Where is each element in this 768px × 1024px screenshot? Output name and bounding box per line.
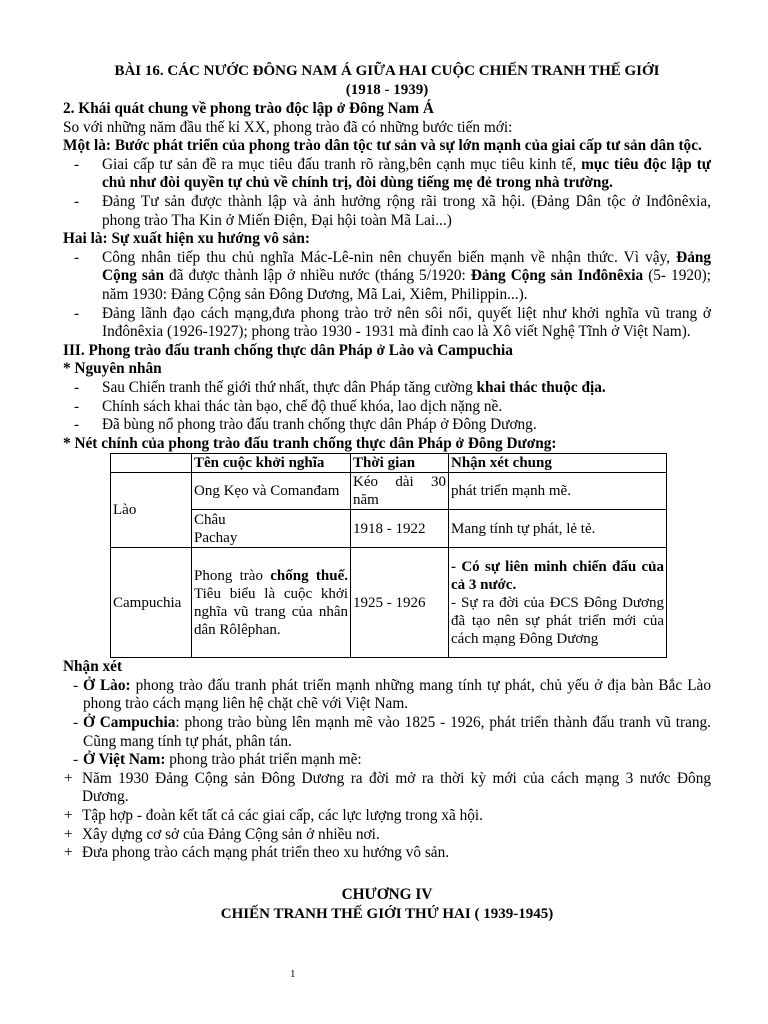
plus-bullet: + [64,807,73,825]
cell-emphasis: - Có sự liên minh chiến đấu của cả 3 nước. [451,558,664,593]
dash-bullet: - [74,378,80,396]
lesson-title: BÀI 16. CÁC NƯỚC ĐÔNG NAM Á GIỮA HAI CUỘC CHIẾN TRANH THẾ GIỚI [114,63,660,79]
dash-bullet: - [74,248,80,266]
table-header-cell: Thời gian [351,454,449,473]
list-item [63,156,711,193]
remark-text: : phong trào bùng lên mạnh mẽ vào 1825 - 1926, phát triển thành đấu tranh vũ trang. Cũng mang tính tự phát, phân tán. [83,714,711,750]
remark-label: Ở Việt Nam: [83,751,166,769]
remarks-heading: Nhận xét [63,658,123,676]
list-item [63,193,711,230]
dash-bullet: - [74,155,80,173]
dash-bullet: - [73,676,79,694]
dash-bullet: - [73,751,79,769]
bullet-text: Chính sách khai thác tàn bạo, chế độ thuế khóa, lao dịch nặng nề. [102,397,503,415]
section-2-intro: So với những năm đầu thế kỉ XX, phong trào đã có những bước tiến mới: [63,118,513,136]
bullet-emphasis: khai thác thuộc địa. [476,378,606,396]
table-cell: 1925 - 1926 [351,548,449,658]
bullet-text: Đảng lãnh đạo cách mạng,đưa phong trào trở nên sôi nổi, quyết liệt như khởi nghĩa vũ trang ở Inđônêxia (1926-1927); phong trào 1930 - 1931 mà đỉnh cao là Xô viết Nghệ Tĩnh ở Việt Nam). [102,304,711,341]
cell-text: Phong trào [194,567,271,584]
country-cell-campuchia: Campuchia [111,548,192,658]
list-item [63,305,711,342]
bullet-text: Đưa phong trào cách mạng phát triển theo xu hướng vô sản. [82,844,450,862]
bullet-emphasis: Đảng Cộng sản Inđônêxia [470,267,644,285]
remark-label: Ở Campuchia [83,714,176,732]
table-cell: Mang tính tự phát, lẻ tẻ. [449,510,667,548]
chapter-title: CHIẾN TRANH THẾ GIỚI THỨ HAI ( 1939-1945) [220,905,554,922]
list-item [63,807,711,826]
bullet-text: Công nhân tiếp thu chủ nghĩa Mác-Lê-nin nên chuyển biến mạnh về nhận thức. Vì vậy, [102,248,677,266]
bullet-emphasis: mục tiêu độc lập tự chủ như đòi quyền tự chủ về chính trị, đòi dùng tiếng mẹ đẻ trong nhà trường. [102,155,711,192]
cell-emphasis: chống thuế. [270,567,348,584]
table-row [111,548,667,658]
bullet-text: Giai cấp tư sản đề ra mục tiêu đấu tranh rõ ràng,bên cạnh mục tiêu kinh tế, [102,155,582,173]
bullet-emphasis: Đảng Cộng sản [102,248,711,285]
table-header-cell [111,454,192,473]
bullet-text: Đảng Tư sản được thành lập và ảnh hưởng rộng rãi trong xã hội. (Đảng Dân tộc ở Inđônêxia, phong trào Tha Kin ở Miến Điện, Đại hội toàn Mã Lai...) [102,192,711,229]
features-heading: * Nét chính của phong trào đấu tranh chống thực dân Pháp ở Đông Dương: [63,434,557,452]
dash-bullet: - [74,304,80,322]
table-header-cell: Tên cuộc khởi nghĩa [192,454,351,473]
list-item [63,416,711,435]
document-page [63,62,711,924]
remark-label: Ở Lào: [83,676,131,694]
cell-text: Tiêu biểu là cuộc khởi nghĩa vũ trang của nhân dân Rôlêphan. [194,585,348,638]
table-cell [192,548,351,658]
section-2-heading: 2. Khái quát chung về phong trào độc lập ở Đông Nam Á [63,100,434,117]
table-header-row [111,454,667,473]
remark-text: phong trào đấu tranh phát triển mạnh những mang tính tự phát, chủ yếu ở địa bàn Bắc Lào phong trào cách mạng liên hệ chặt chẽ với Việt Nam. [83,676,711,713]
table-cell: Ong Kẹo và Comanđam [192,473,351,510]
section-3-heading: III. Phong trào đấu tranh chống thực dân Pháp ở Lào và Campuchia [63,341,513,359]
plus-bullet: + [64,825,73,843]
cause-heading: * Nguyên nhân [63,360,162,378]
table-cell: Châu Pachay [192,510,351,548]
bullet-text: Năm 1930 Đảng Cộng sản Đông Dương ra đời mở ra thời kỳ mới của cách mạng 3 nước Đông Dương. [82,769,711,806]
bullet-text: đã được thành lập ở nhiều nước (tháng 5/1920: [163,267,471,285]
country-cell-lao: Lào [111,473,192,548]
list-item [63,826,711,845]
table-row [111,510,667,548]
plus-bullet: + [64,769,73,787]
table-header-cell: Nhận xét chung [449,454,667,473]
point-two-heading: Hai là: Sự xuất hiện xu hướng vô sản: [63,230,310,248]
dash-bullet: - [74,192,80,210]
uprisings-table [110,453,667,658]
list-item [63,677,711,714]
table-cell: phát triển mạnh mẽ. [449,473,667,510]
page-number: 1 [290,968,296,980]
table-cell: Kéo dài 30 năm [351,473,449,510]
point-one-heading: Một là: Bước phát triển của phong trào dân tộc tư sản và sự lớn mạnh của giai cấp tư sản dân tộc. [63,137,702,155]
dash-bullet: - [74,416,80,434]
list-item [63,751,711,770]
list-item [63,844,711,863]
list-item [63,398,711,417]
dash-bullet: - [74,397,80,415]
bullet-text: Xây dựng cơ sở của Đảng Cộng sản ở nhiều nơi. [82,825,380,843]
list-item [63,770,711,807]
bullet-text: Sau Chiến tranh thế giới thứ nhất, thực dân Pháp tăng cường [102,378,477,396]
list-item [63,249,711,305]
bullet-text: (5- 1920); năm 1930: Đảng Cộng sản Đông Dương, Mã Lai, Xiêm, Philippin...). [102,267,711,303]
list-item [63,379,711,398]
chapter-label: CHƯƠNG IV [341,885,433,903]
bullet-text: Đã bùng nổ phong trào đấu tranh chống thực dân Pháp ở Đông Dương. [102,416,537,434]
cell-text: - Sự ra đời của ĐCS Đông Dương đã tạo nên sự phát triển mới của cách mạng Đông Dương [451,594,664,647]
lesson-years: (1918 - 1939) [345,82,429,98]
bullet-text: Tập hợp - đoàn kết tất cả các giai cấp, các lực lượng trong xã hội. [82,807,483,825]
plus-bullet: + [64,844,73,862]
dash-bullet: - [73,714,79,732]
table-cell: 1918 - 1922 [351,510,449,548]
table-cell [449,548,667,658]
list-item [63,714,711,751]
table-row [111,473,667,510]
remark-text: phong trào phát triển mạnh mẽ: [165,751,362,769]
